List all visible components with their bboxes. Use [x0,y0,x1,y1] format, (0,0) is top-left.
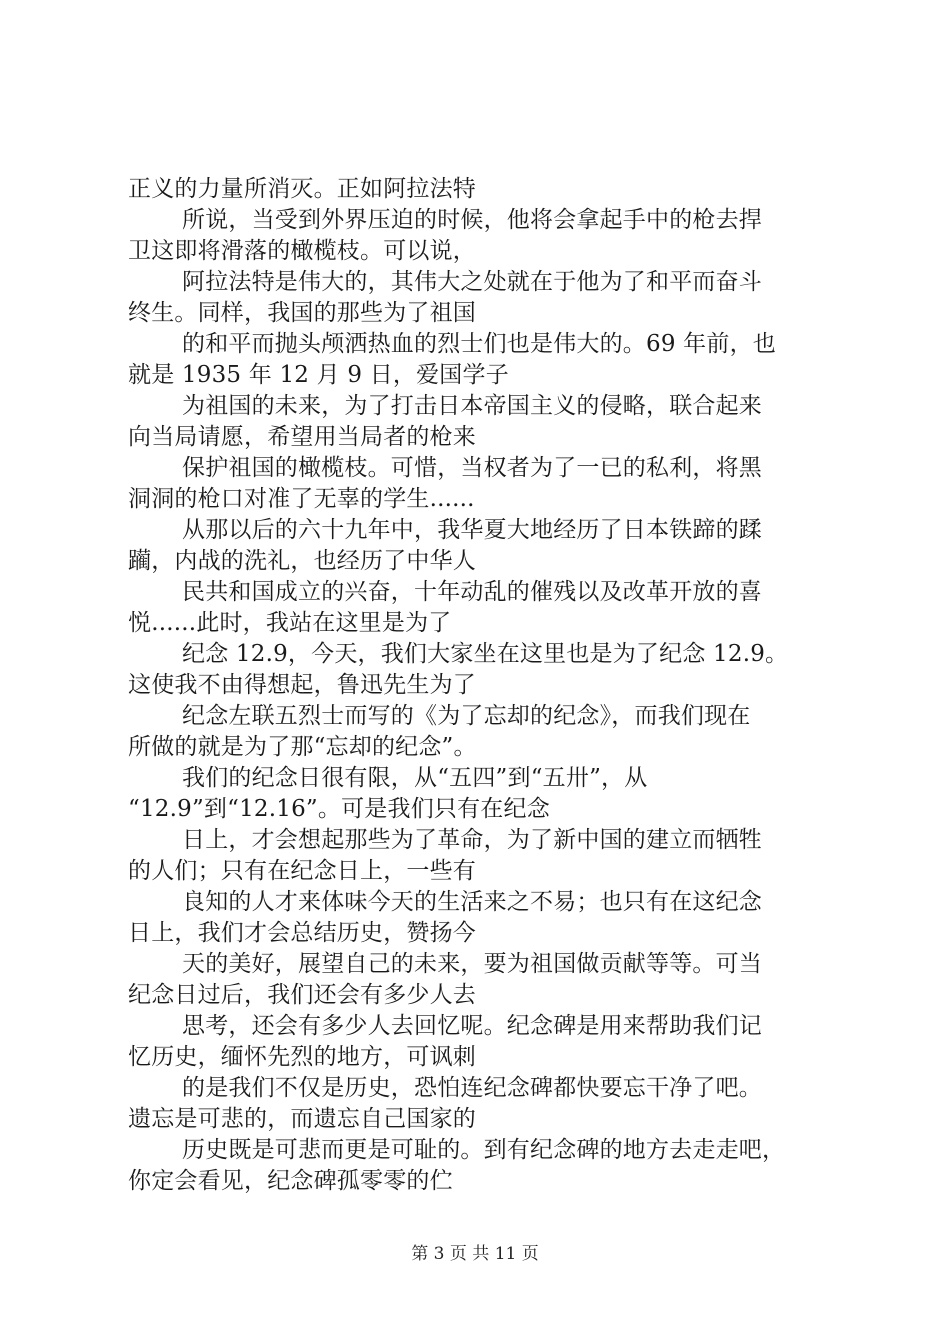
page-footer: 第 3 页 共 11 页 [411,1244,539,1264]
text-line: 从那以后的六十九年中，我华夏大地经历了日本铁蹄的蹂 [182,517,762,543]
text-line: “12.9”到“12.16”。可是我们只有在纪念 [128,796,550,822]
text-line: 遗忘是可悲的，而遗忘自己国家的 [128,1106,476,1132]
text-line: 的和平而抛头颅洒热血的烈士们也是伟大的。69 年前，也 [182,331,776,357]
text-line: 洞洞的枪口对准了无辜的学生...... [128,486,475,512]
text-line: 终生。同样，我国的那些为了祖国 [128,300,476,326]
text-line: 这使我不由得想起，鲁迅先生为了 [128,672,476,698]
text-line: 思考，还会有多少人去回忆呢。纪念碑是用来帮助我们记 [182,1013,762,1039]
body-text [128,174,840,1197]
text-line: 所做的就是为了那“忘却的纪念”。 [128,734,477,760]
text-line: 日上，才会想起那些为了革命，为了新中国的建立而牺牲 [182,827,762,853]
text-line: 纪念左联五烈士而写的《为了忘却的纪念》，而我们现在 [182,703,751,729]
text-line: 向当局请愿，希望用当局者的枪来 [128,424,476,450]
text-line: 忆历史，缅怀先烈的地方，可讽刺 [128,1044,476,1070]
text-line: 天的美好，展望自己的未来，要为祖国做贡献等等。可当 [182,951,762,977]
text-line: 我们的纪念日很有限，从“五四”到“五卅”，从 [182,765,648,791]
text-line: 所说，当受到外界压迫的时候，他将会拿起手中的枪去捍 [182,207,762,233]
text-line: 的是我们不仅是历史，恐怕连纪念碑都快要忘干净了吧。 [182,1075,762,1101]
text-line: 保护祖国的橄榄枝。可惜，当权者为了一已的私利，将黑 [182,455,762,481]
text-line: 正义的力量所消灭。正如阿拉法特 [128,176,476,202]
text-line: 悦......此时，我站在这里是为了 [128,610,452,636]
text-line: 日上，我们才会总结历史，赞扬今 [128,920,476,946]
text-line: 纪念日过后，我们还会有多少人去 [128,982,476,1008]
text-line: 你定会看见，纪念碑孤零零的伫 [128,1168,453,1194]
text-line: 良知的人才来体味今天的生活来之不易；也只有在这纪念 [182,889,762,915]
text-line: 民共和国成立的兴奋，十年动乱的催残以及改革开放的喜 [182,579,762,605]
text-line: 就是 1935 年 12 月 9 日，爱国学子 [128,362,509,388]
text-line: 阿拉法特是伟大的，其伟大之处就在于他为了和平而奋斗 [182,269,762,295]
text-line: 历史既是可悲而更是可耻的。到有纪念碑的地方去走走吧， [182,1137,786,1163]
text-line: 的人们；只有在纪念日上，一些有 [128,858,476,884]
text-line: 为祖国的未来，为了打击日本帝国主义的侵略，联合起来 [182,393,762,419]
text-line: 躏，内战的洗礼，也经历了中华人 [128,548,476,574]
text-line: 卫这即将滑落的橄榄枝。可以说， [128,238,476,264]
text-line: 纪念 12.9，今天，我们大家坐在这里也是为了纪念 12.9。 [182,641,789,667]
